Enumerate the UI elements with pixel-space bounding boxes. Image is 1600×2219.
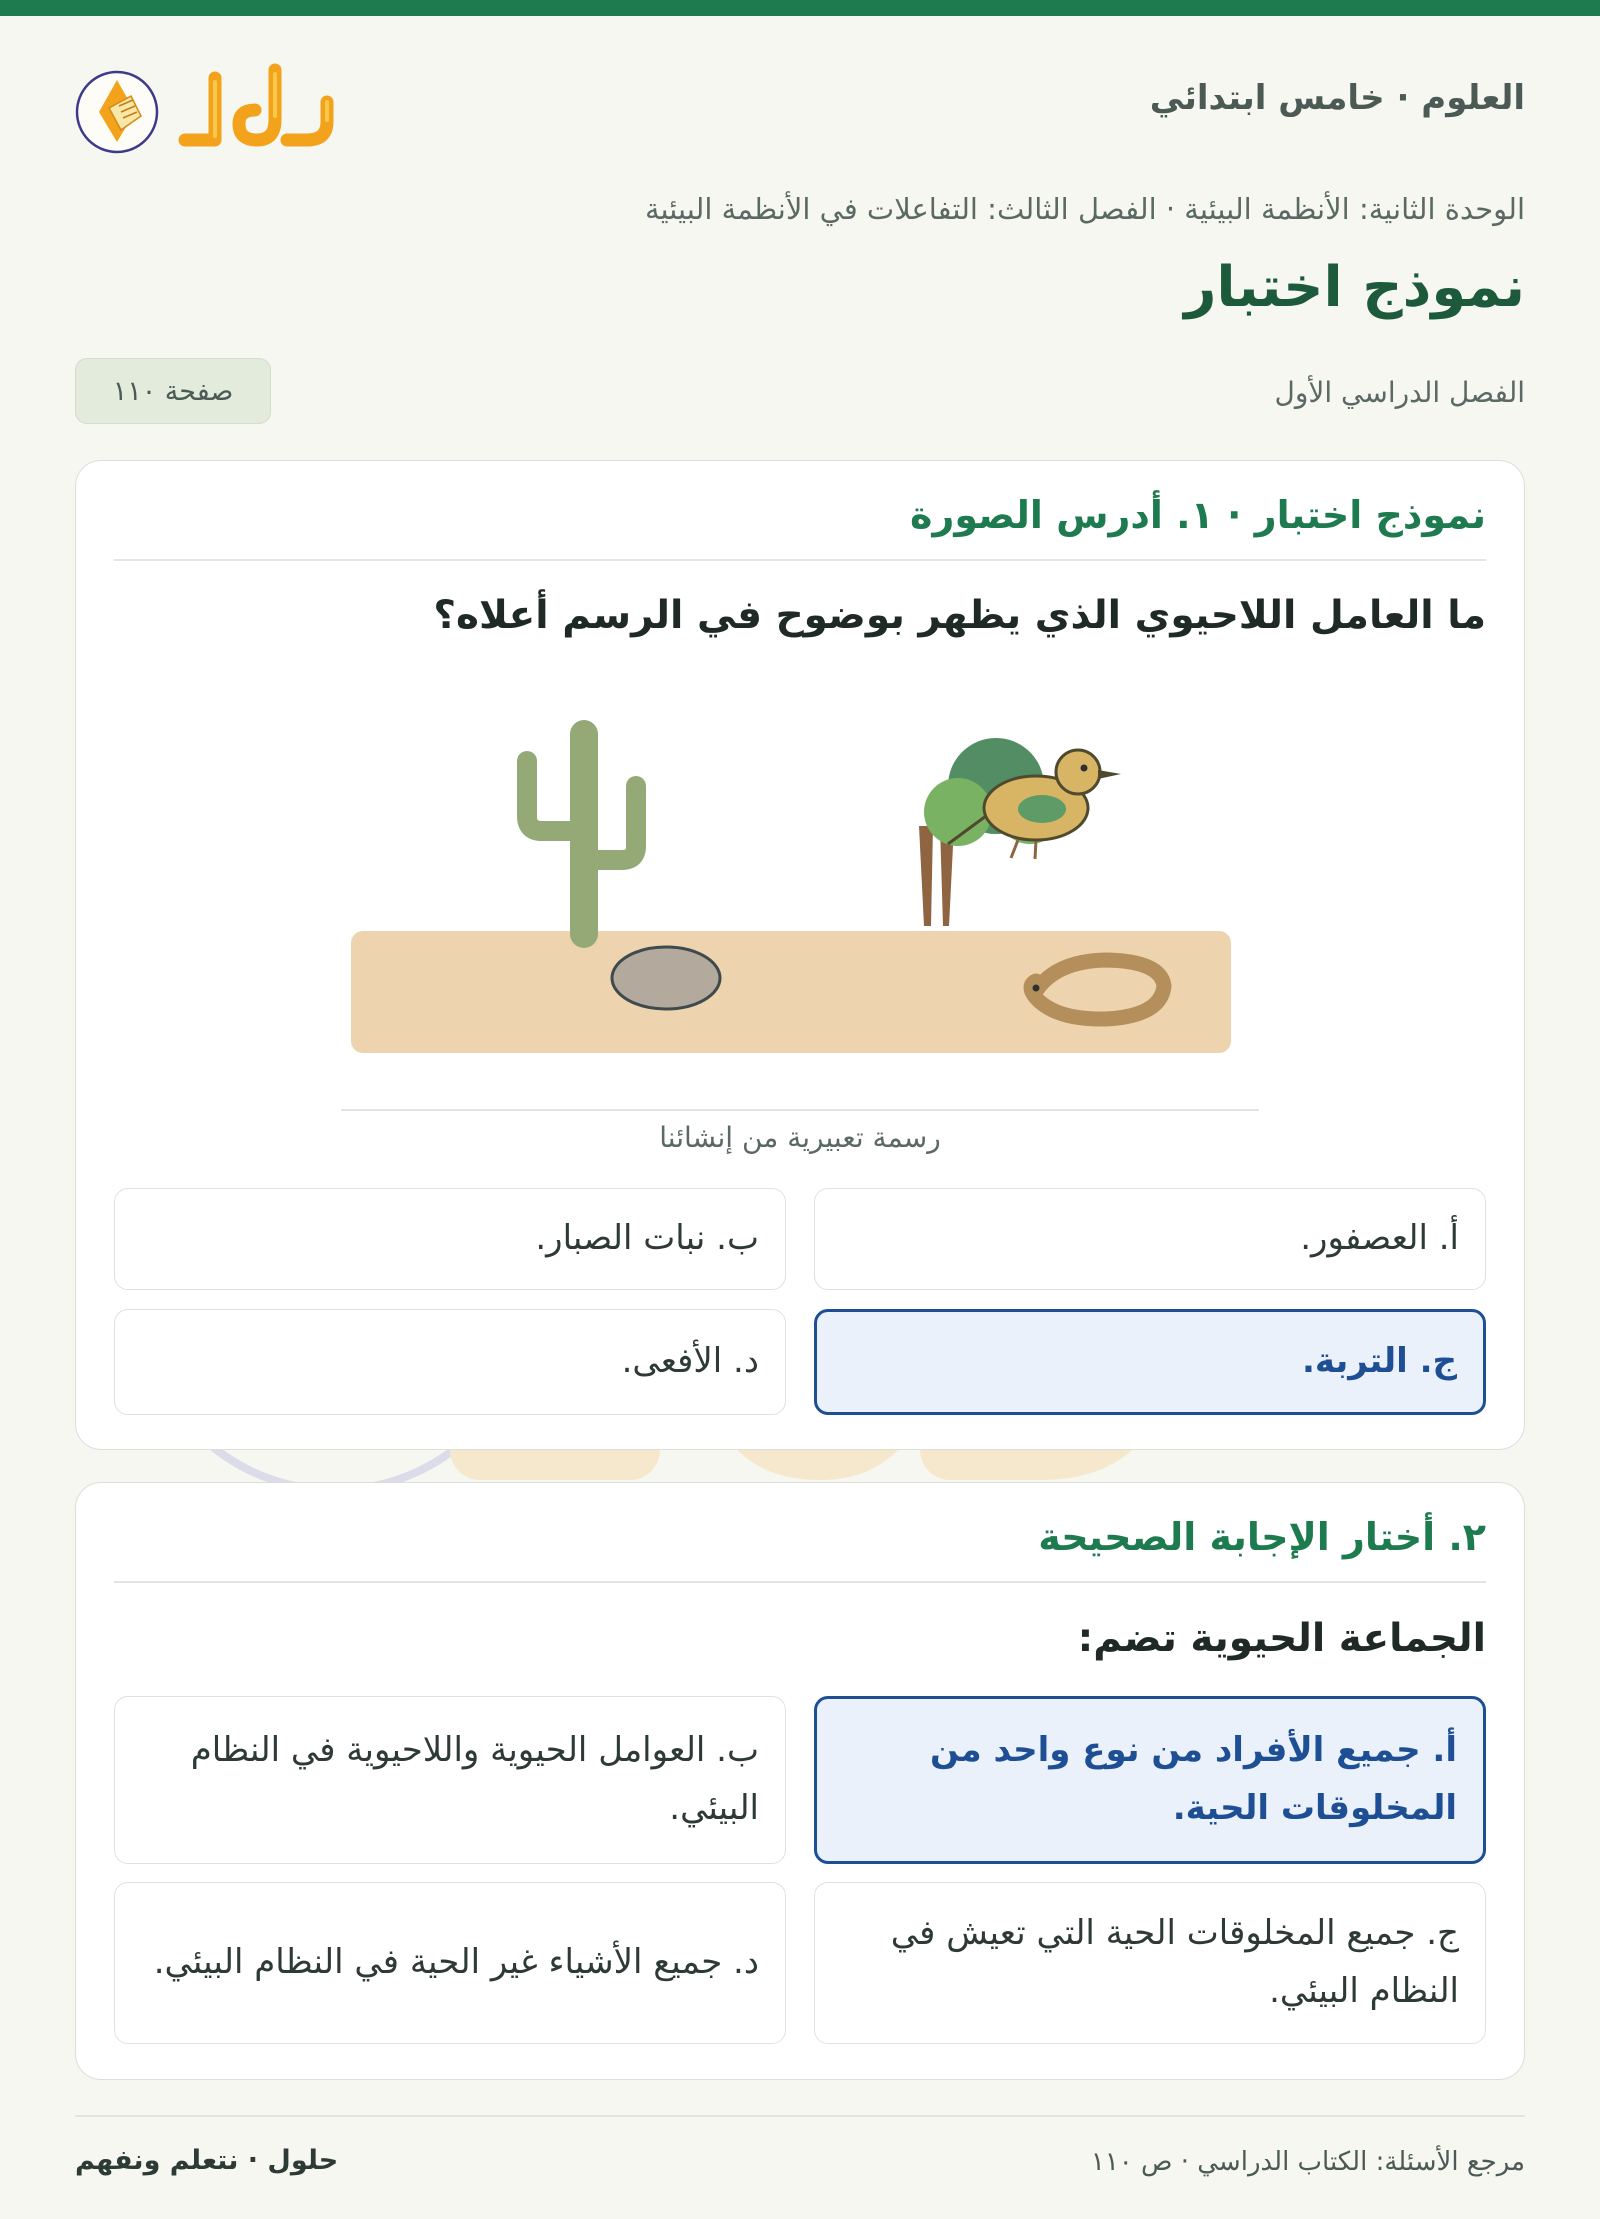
section-title: ٢. أختار الإجابة الصحيحة <box>1038 1515 1486 1559</box>
answer-option-c[interactable]: ج. جميع المخلوقات الحية التي تعيش في النظام البيئي. <box>814 1882 1486 2044</box>
answer-option-c-selected[interactable]: ج. التربة. <box>814 1309 1486 1415</box>
divider <box>114 559 1486 561</box>
answer-option-a-selected[interactable]: أ. جميع الأفراد من نوع واحد من المخلوقات الحية. <box>814 1696 1486 1864</box>
page-number-badge: صفحة ١١٠ <box>75 358 271 424</box>
hulul-logo-icon <box>75 50 345 160</box>
answer-option-a[interactable]: أ. العصفور. <box>814 1188 1486 1290</box>
section-title: نموذج اختبار · ١. أدرس الصورة <box>910 493 1486 537</box>
rock-icon <box>612 947 720 1009</box>
semester-label: الفصل الدراسي الأول <box>1274 376 1525 409</box>
divider <box>114 1581 1486 1583</box>
desert-ecosystem-illustration <box>346 716 1246 1096</box>
page-header <box>75 50 1525 160</box>
figure-caption: رسمة تعبيرية من إنشائنا <box>659 1121 941 1154</box>
top-accent-bar <box>0 0 1600 16</box>
cactus-icon <box>527 734 636 934</box>
question-card-2 <box>75 1482 1525 2080</box>
answer-option-b[interactable]: ب. نبات الصبار. <box>114 1188 786 1290</box>
answer-option-d[interactable]: د. الأفعى. <box>114 1309 786 1415</box>
footer-divider <box>75 2115 1525 2117</box>
answer-option-b[interactable]: ب. العوامل الحيوية واللاحيوية في النظام البيئي. <box>114 1696 786 1864</box>
page-title: نموذج اختبار <box>1184 255 1525 320</box>
subject-title: العلوم · خامس ابتدائي <box>1149 78 1525 118</box>
caption-divider <box>341 1109 1259 1111</box>
question-text: الجماعة الحيوية تضم: <box>1077 1616 1486 1661</box>
soil-icon <box>351 931 1231 1053</box>
footer-brand: حلول · نتعلم ونفهم <box>75 2145 339 2176</box>
answer-option-d[interactable]: د. جميع الأشياء غير الحية في النظام البيئي. <box>114 1882 786 2044</box>
breadcrumb: الوحدة الثانية: الأنظمة البيئية · الفصل الثالث: التفاعلات في الأنظمة البيئية <box>645 192 1525 226</box>
question-text: ما العامل اللاحيوي الذي يظهر بوضوح في الرسم أعلاه؟ <box>433 593 1486 638</box>
question-card-1 <box>75 460 1525 1450</box>
footer-reference: مرجع الأسئلة: الكتاب الدراسي · ص ١١٠ <box>1090 2147 1525 2177</box>
